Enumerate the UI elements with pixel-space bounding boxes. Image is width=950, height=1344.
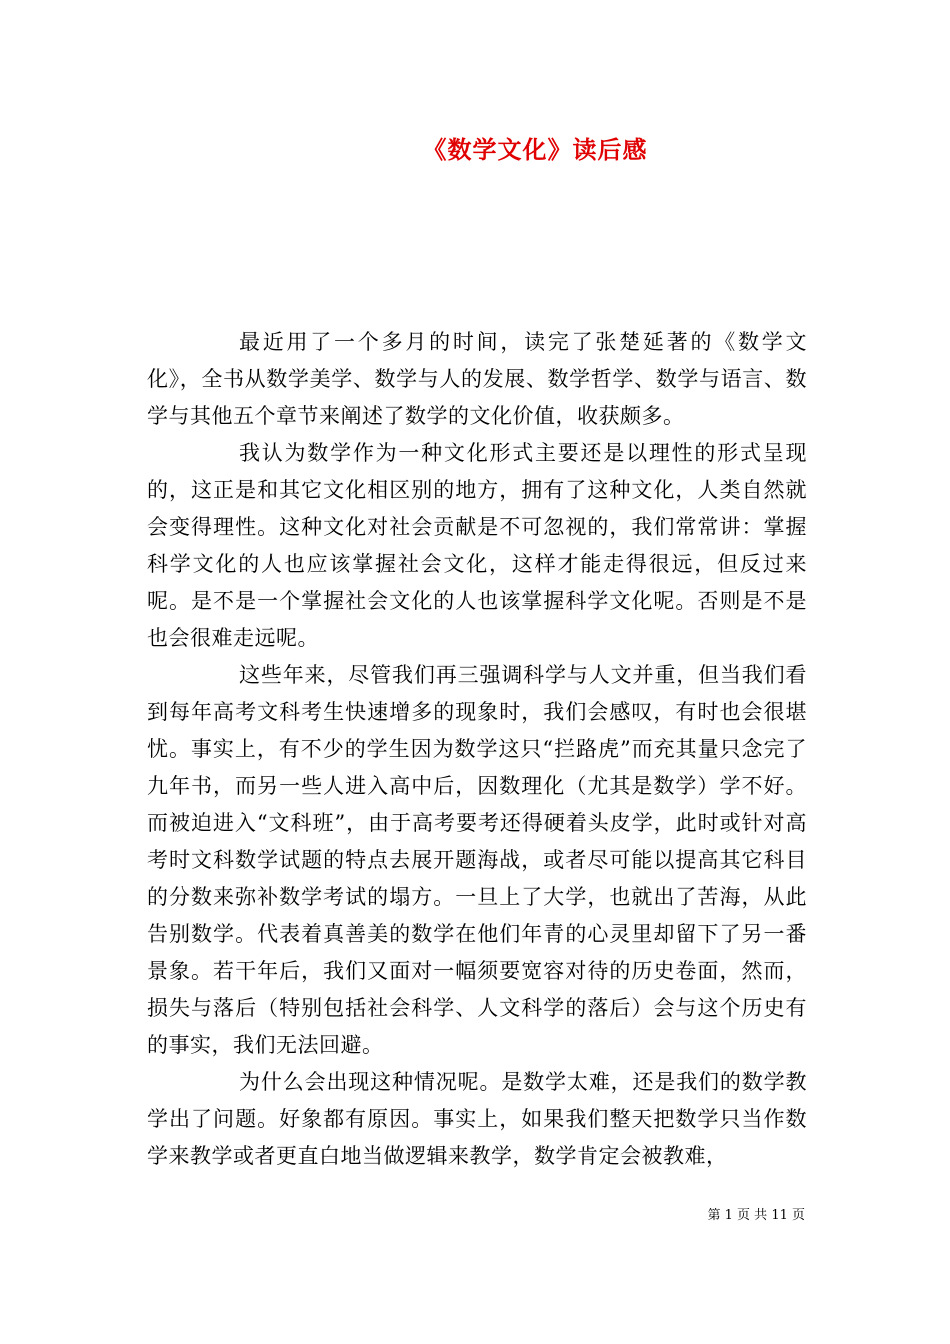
document-body <box>147 324 807 1175</box>
paragraph: 为什么会出现这种情况呢。是数学太难，还是我们的数学教学出了问题。好象都有原因。事实上，如果我们整天把数学只当作数学来教学或者更直白地当做逻辑来教学，数学肯定会被教难， <box>147 1070 807 1168</box>
paragraph: 这些年来，尽管我们再三强调科学与人文并重，但当我们看到每年高考文科考生快速增多的现象时，我们会感叹，有时也会很堪忧。事实上，有不少的学生因为数学这只“拦路虎”而充其量只念完了九年书，而另一些人进入高中后，因数理化（尤其是数学）学不好。而被迫进入“文科班”，由于高考要考还得硬着头皮学，此时或针对高考时文科数学试题的特点去展开题海战，或者尽可能以提高其它科目的分数来弥补数学考试的塌方。一旦上了大学，也就出了苦海，从此告别数学。代表着真善美的数学在他们年青的心灵里却留下了另一番景象。若干年后，我们又面对一幅须要宽容对待的历史卷面，然而，损失与落后（特别包括社会科学、人文科学的落后）会与这个历史有的事实，我们无法回避。 <box>147 663 807 1057</box>
paragraph: 最近用了一个多月的时间，读完了张楚延著的《数学文化》，全书从数学美学、数学与人的发展、数学哲学、数学与语言、数学与其他五个章节来阐述了数学的文化价值，收获颇多。 <box>147 330 807 428</box>
document-title: 《数学文化》读后感 <box>422 136 648 164</box>
page-number-footer: 第 1 页 共 11 页 <box>707 1208 805 1223</box>
paragraph: 我认为数学作为一种文化形式主要还是以理性的形式呈现的，这正是和其它文化相区别的地方，拥有了这种文化，人类自然就会变得理性。这种文化对社会贡献是不可忽视的，我们常常讲：掌握科学文化的人也应该掌握社会文化，这样才能走得很远，但反过来呢。是不是一个掌握社会文化的人也该掌握科学文化呢。否则是不是也会很难走远呢。 <box>147 441 807 650</box>
